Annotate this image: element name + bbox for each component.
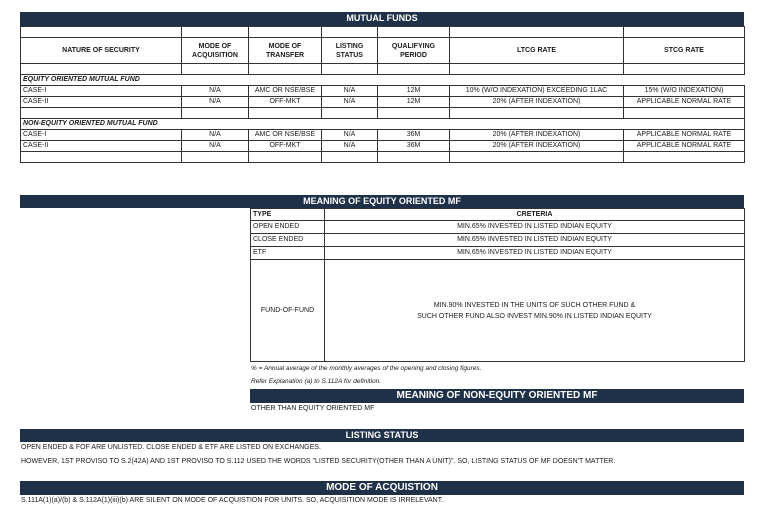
type-cell: OPEN ENDED	[251, 221, 325, 234]
header-criteria: CRETERIA	[325, 209, 745, 221]
criteria-cell: MIN.65% INVESTED IN LISTED INDIAN EQUITY	[325, 247, 745, 260]
cell: 36M	[378, 141, 450, 152]
header-period: QUALIFYING PERIOD	[378, 38, 450, 64]
table-row	[21, 141, 745, 152]
spacer-row	[21, 27, 745, 38]
cell: APPLICABLE NORMAL RATE	[624, 130, 745, 141]
cell: 12M	[378, 97, 450, 108]
mode-of-acquisition-title: MODE OF ACQUISTION	[20, 481, 744, 495]
header-listing: LISTING STATUS	[322, 38, 378, 64]
spacer-row	[21, 152, 745, 163]
cell: CASE-I	[21, 130, 182, 141]
equity-meaning-table	[250, 208, 745, 362]
cell: 10% (W/O INDEXATION) EXCEEDING 1LAC	[450, 86, 624, 97]
cell: CASE-I	[21, 86, 182, 97]
footnote-average: % = Annual average of the monthly averages of the opening and closing figures.	[251, 365, 482, 372]
criteria-cell: MIN.65% INVESTED IN LISTED INDIAN EQUITY	[325, 221, 745, 234]
table-row	[21, 97, 745, 108]
section-row	[21, 119, 745, 130]
cell: N/A	[322, 130, 378, 141]
fof-criteria-line-1: MIN.90% INVESTED IN THE UNITS OF SUCH OTHER FUND &	[433, 301, 636, 309]
cell: APPLICABLE NORMAL RATE	[624, 141, 745, 152]
non-equity-meaning-title: MEANING OF NON-EQUITY ORIENTED MF	[250, 389, 744, 403]
listing-status-line-2: HOWEVER, 1ST PROVISO TO S.2(42A) AND 1ST PROVISO TO S.112 USED THE WORDS "LISTED SECURITY(OTHER THAN A UNIT)". SO, LISTING STATUS OF MF DOESN'T MATTER.	[21, 458, 616, 465]
criteria-cell	[325, 260, 745, 362]
listing-status-line-1: OPEN ENDED & FOF ARE UNLISTED. CLOSE ENDED & ETF ARE LISTED ON EXCHANGES.	[21, 444, 321, 451]
mutual-funds-title: MUTUAL FUNDS	[20, 12, 744, 26]
cell: OFF-MKT	[249, 141, 322, 152]
equity-section-title: EQUITY ORIENTED MUTUAL FUND	[21, 75, 745, 86]
cell: 15% (W/O INDEXATION)	[624, 86, 745, 97]
header-row	[21, 38, 745, 64]
listing-status-title: LISTING STATUS	[20, 429, 744, 442]
cell: 36M	[378, 130, 450, 141]
type-cell: FUND-OF-FUND	[251, 260, 325, 362]
cell: AMC OR NSE/BSE	[249, 86, 322, 97]
cell: APPLICABLE NORMAL RATE	[624, 97, 745, 108]
cell: 12M	[378, 86, 450, 97]
mutual-funds-table	[20, 26, 745, 163]
table-row	[21, 86, 745, 97]
header-transfer: MODE OF TRANSFER	[249, 38, 322, 64]
header-ltcg: LTCG RATE	[450, 38, 624, 64]
cell: CASE-II	[21, 141, 182, 152]
header-type: TYPE	[251, 209, 325, 221]
header-stcg: STCG RATE	[624, 38, 745, 64]
table-row	[251, 234, 745, 247]
cell: OFF-MKT	[249, 97, 322, 108]
non-equity-meaning-text: OTHER THAN EQUITY ORIENTED MF	[251, 405, 375, 412]
header-row	[251, 209, 745, 221]
table-row	[251, 221, 745, 234]
cell: 20% (AFTER INDEXATION)	[450, 130, 624, 141]
type-cell: ETF	[251, 247, 325, 260]
equity-meaning-title: MEANING OF EQUITY ORIENTED MF	[20, 195, 744, 208]
table-row	[251, 247, 745, 260]
type-cell: CLOSE ENDED	[251, 234, 325, 247]
criteria-cell: MIN.65% INVESTED IN LISTED INDIAN EQUITY	[325, 234, 745, 247]
cell: N/A	[182, 141, 249, 152]
header-nature: NATURE OF SECURITY	[21, 38, 182, 64]
cell: 20% (AFTER INDEXATION)	[450, 97, 624, 108]
mode-of-acquisition-text: S.111A(1)(a)/(b) & S.112A(1)(iii)(b) ARE SILENT ON MODE OF ACQUISTION FOR UNITS. SO, ACQUISITION MODE IS IRRELEVANT.	[21, 497, 444, 504]
cell: N/A	[322, 86, 378, 97]
non-equity-section-title: NON-EQUITY ORIENTED MUTUAL FUND	[21, 119, 745, 130]
spacer-row	[21, 64, 745, 75]
footnote-reference: Refer Explanation (a) to S.112A for definition.	[251, 378, 382, 385]
cell: CASE-II	[21, 97, 182, 108]
cell: AMC OR NSE/BSE	[249, 130, 322, 141]
table-row	[251, 260, 745, 362]
header-acquisition: MODE OF ACQUISITION	[182, 38, 249, 64]
table-row	[21, 130, 745, 141]
cell: 20% (AFTER INDEXATION)	[450, 141, 624, 152]
fof-criteria-line-2: SUCH OTHER FUND ALSO INVEST MIN.90% IN LISTED INDIAN EQUITY	[417, 312, 652, 320]
cell: N/A	[322, 97, 378, 108]
section-row	[21, 75, 745, 86]
cell: N/A	[182, 130, 249, 141]
spacer-row	[21, 108, 745, 119]
cell: N/A	[322, 141, 378, 152]
cell: N/A	[182, 86, 249, 97]
cell: N/A	[182, 97, 249, 108]
